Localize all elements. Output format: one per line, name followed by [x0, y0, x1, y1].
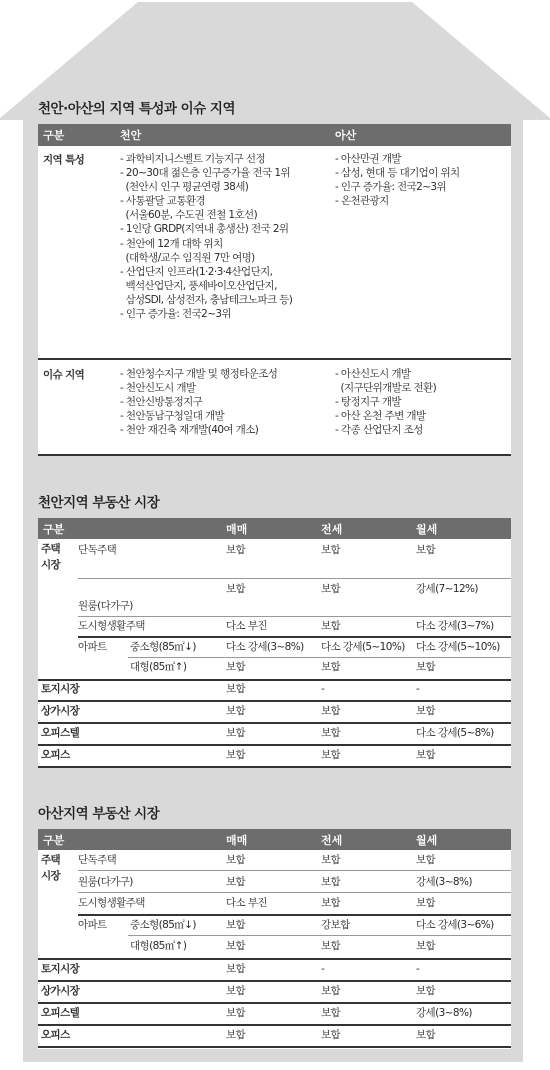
value-apt-large-jeonse: 보합 [321, 661, 341, 673]
value-land-monthly: - [416, 683, 420, 695]
header-category: 구분 [43, 523, 65, 536]
header-category: 구분 [43, 129, 65, 142]
label-apt-large: 대형(85㎡↑) [130, 661, 187, 673]
row-line [78, 914, 511, 916]
header-cheonan: 천안 [120, 129, 142, 142]
label-apt-mid: 중소형(85㎡↓) [130, 641, 196, 653]
asan-issue-line: - 탕정지구 개발 [335, 396, 401, 409]
value-oneroom-monthly: 강세(7~12%) [416, 583, 478, 595]
label-retail: 상가시장 [41, 705, 80, 717]
row-line [38, 1024, 511, 1026]
group-label-housing-2 [41, 852, 60, 884]
value-land-jeonse: - [321, 683, 325, 695]
value-urban-sale: 다소 부진 [226, 897, 267, 909]
label-urban: 도시형생활주택 [78, 897, 145, 909]
label-office: 오피스 [41, 1029, 70, 1041]
table-bottom-border [38, 766, 511, 768]
label-oneroom: 원룸(다가구) [78, 876, 133, 888]
cheonan-trait-line: (천안시 인구 평균연령 38세) [120, 181, 249, 194]
label-urban: 도시형생활주택 [78, 620, 145, 632]
asan-trait-line: - 온천관광지 [335, 195, 389, 208]
housing-label-line: 주택 시장 [41, 854, 61, 882]
value-oneroom-jeonse: 보합 [321, 583, 341, 595]
asan-trait-line: - 삼성, 현대 등 대기업이 위치 [335, 167, 460, 180]
row-label-issue-area: 이슈 지역 [43, 369, 85, 381]
value-oneroom-jeonse: 보합 [321, 876, 341, 888]
section3-title: 아산지역 부동산 시장 [38, 806, 160, 822]
value-land-sale: 보합 [226, 683, 246, 695]
row-line [78, 616, 511, 617]
asan-issue-line: (지구단위개발로 전환) [335, 382, 437, 395]
value-officetel-sale: 보합 [226, 727, 246, 739]
value-detached-sale: 보합 [226, 544, 246, 556]
value-apt-large-monthly: 보합 [416, 940, 436, 952]
value-apt-large-sale: 보합 [226, 940, 246, 952]
row-line [38, 700, 511, 702]
value-oneroom-sale: 보합 [226, 583, 246, 595]
cheonan-trait-line: - 과학비지니스벨트 기능지구 선정 [120, 153, 266, 165]
cheonan-trait-line: - 천안에 12개 대학 위치 [120, 237, 223, 250]
value-apt-mid-sale: 다소 강세(3~8%) [226, 641, 304, 653]
label-apt-large: 대형(85㎡↑) [130, 940, 187, 952]
value-apt-mid-jeonse: 강보합 [321, 919, 350, 931]
value-urban-monthly: 보합 [416, 897, 436, 909]
cheonan-trait-line: 백석산업단지, 풍세바이오산업단지, [120, 279, 277, 292]
value-urban-monthly: 다소 강세(3~7%) [416, 620, 494, 632]
section1-title: 천안·아산의 지역 특성과 이슈 지역 [38, 101, 236, 117]
value-officetel-monthly: 다소 강세(5~8%) [416, 727, 494, 739]
header-jeonse: 전세 [321, 834, 343, 847]
row-line [38, 744, 511, 746]
row-line [38, 980, 511, 982]
value-apt-mid-monthly: 다소 강세(5~10%) [416, 641, 500, 653]
label-office: 오피스 [41, 749, 70, 761]
table-header [38, 829, 511, 850]
cheonan-issue-line: - 천안 재건축 재개발(40여 개소) [120, 424, 259, 437]
label-apartment: 아파트 [78, 919, 107, 931]
value-retail-sale: 보합 [226, 705, 246, 717]
value-apt-mid-monthly: 다소 강세(3~6%) [416, 919, 494, 931]
cheonan-trait-line: (서울60분, 수도권 전철 1호선) [120, 209, 258, 222]
row-divider [38, 358, 511, 360]
value-officetel-sale: 보합 [226, 1007, 246, 1019]
value-oneroom-sale: 보합 [226, 876, 246, 888]
value-urban-jeonse: 보합 [321, 897, 341, 909]
value-apt-large-jeonse: 보합 [321, 940, 341, 952]
value-apt-mid-sale: 보합 [226, 919, 246, 931]
value-detached-sale: 보합 [226, 854, 246, 866]
cheonan-trait-line: - 1인당 GRDP(지역내 총생산) 전국 2위 [120, 223, 289, 236]
value-retail-jeonse: 보합 [321, 985, 341, 997]
label-officetel: 오피스텔 [41, 1007, 80, 1019]
value-land-sale: 보합 [226, 963, 246, 975]
cheonan-market-table [38, 518, 511, 768]
label-apartment: 아파트 [78, 641, 107, 653]
asan-issue-line: - 아산신도시 개발 [335, 368, 411, 380]
value-officetel-monthly: 강세(3~8%) [416, 1007, 472, 1019]
value-office-sale: 보합 [226, 1029, 246, 1041]
region-characteristics-table [38, 124, 511, 456]
asan-trait-line: - 인구 증가율: 전국2~3위 [335, 181, 447, 194]
row-line [128, 935, 511, 936]
label-officetel: 오피스텔 [41, 727, 80, 739]
group-label-housing-1 [41, 541, 60, 573]
value-retail-monthly: 보합 [416, 985, 436, 997]
value-apt-large-sale: 보합 [226, 661, 246, 673]
value-office-jeonse: 보합 [321, 749, 341, 761]
value-retail-monthly: 보합 [416, 705, 436, 717]
cheonan-trait-line: - 인구 증가율: 전국2~3위 [120, 308, 232, 321]
value-officetel-jeonse: 보합 [321, 1007, 341, 1019]
value-retail-jeonse: 보합 [321, 705, 341, 717]
asan-issues-list [335, 367, 436, 437]
cheonan-trait-line: - 20~30대 젊은층 인구증가율 전국 1위 [120, 167, 290, 180]
value-retail-sale: 보합 [226, 985, 246, 997]
value-detached-monthly: 보합 [416, 854, 436, 866]
row-line [78, 578, 511, 579]
cheonan-issues-list [120, 367, 277, 437]
cheonan-trait-line: (대학생/교수 임직원 7만 여명) [120, 251, 255, 264]
value-detached-jeonse: 보합 [321, 544, 341, 556]
row-line [78, 870, 511, 871]
value-land-jeonse: - [321, 963, 325, 975]
row-line [78, 636, 511, 638]
asan-market-table [38, 829, 511, 1049]
table-bottom-border [38, 1046, 511, 1048]
cheonan-traits-list [120, 152, 292, 321]
cheonan-issue-line: - 천안청수지구 개발 및 행정타운조성 [120, 368, 278, 380]
cheonan-issue-line: - 천안동남구청일대 개발 [120, 410, 225, 423]
cheonan-trait-line: 삼성SDI, 삼성전자, 충남테크노파크 등) [120, 293, 293, 306]
label-land: 토지시장 [41, 683, 80, 695]
asan-traits-list [335, 152, 460, 208]
row-line [38, 1002, 511, 1004]
row-line [38, 679, 511, 681]
label-oneroom: 원룸(다가구) [78, 600, 133, 612]
table-header [38, 518, 511, 539]
value-officetel-jeonse: 보합 [321, 727, 341, 739]
row-label-region-traits: 지역 특성 [43, 154, 85, 166]
value-apt-large-monthly: 보합 [416, 661, 436, 673]
label-retail: 상가시장 [41, 985, 80, 997]
header-monthly: 월세 [416, 523, 438, 536]
value-detached-jeonse: 보합 [321, 854, 341, 866]
housing-label-line: 주택 시장 [41, 543, 61, 571]
table-header [38, 124, 511, 146]
label-detached: 단독주택 [78, 544, 117, 556]
label-land: 토지시장 [41, 963, 80, 975]
label-apt-mid: 중소형(85㎡↓) [130, 919, 196, 931]
cheonan-trait-line: - 사통팔달 교통환경 [120, 195, 206, 208]
row-line [128, 657, 511, 658]
section2-title: 천안지역 부동산 시장 [38, 495, 160, 511]
header-jeonse: 전세 [321, 523, 343, 536]
cheonan-issue-line: - 천안신방통정지구 [120, 396, 203, 409]
row-line [78, 892, 511, 893]
value-land-monthly: - [416, 963, 420, 975]
header-category: 구분 [43, 834, 65, 847]
header-sale: 매매 [226, 834, 248, 847]
cheonan-issue-line: - 천안신도시 개발 [120, 382, 196, 395]
value-urban-jeonse: 보합 [321, 620, 341, 632]
value-office-sale: 보합 [226, 749, 246, 761]
value-detached-monthly: 보합 [416, 544, 436, 556]
row-line [38, 722, 511, 724]
header-sale: 매매 [226, 523, 248, 536]
label-detached: 단독주택 [78, 854, 117, 866]
asan-issue-line: - 각종 산업단지 조성 [335, 424, 423, 437]
asan-issue-line: - 아산 온천 주변 개발 [335, 410, 426, 423]
value-urban-sale: 다소 부진 [226, 620, 267, 632]
value-office-monthly: 보합 [416, 1029, 436, 1041]
asan-trait-line: - 아산만권 개발 [335, 153, 401, 165]
header-asan: 아산 [335, 129, 357, 142]
value-oneroom-monthly: 강세(3~8%) [416, 876, 472, 888]
cheonan-trait-line: - 산업단지 인프라(1·2·3·4산업단지, [120, 265, 273, 278]
value-office-jeonse: 보합 [321, 1029, 341, 1041]
row-line [38, 958, 511, 960]
value-office-monthly: 보합 [416, 749, 436, 761]
header-monthly: 월세 [416, 834, 438, 847]
table-bottom-border [38, 454, 511, 456]
value-apt-mid-jeonse: 다소 강세(5~10%) [321, 641, 405, 653]
